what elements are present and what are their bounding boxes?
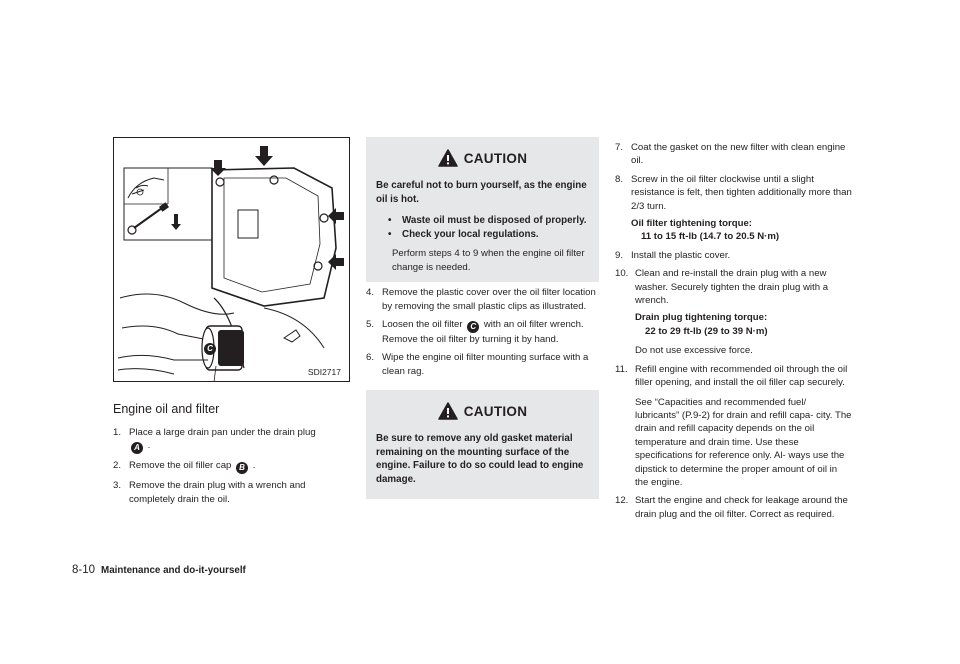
spec-value: 11 to 15 ft-lb (14.7 to 20.5 N·m) xyxy=(641,231,780,243)
step-11: 11. Refill engine with recommended oil through the oil filler opening, and install the oil filler cap securely. See “Capacities and recommended fuel/ lubricants” (P.9-2) for drain and refill capa- city. The drain and refill capacity depends on the oil temperature and drain time. Use these specifications for reference only. Al- ways use the dipstick to determine the proper amount of oil in the engine. xyxy=(615,363,852,488)
step-1: 1. Place a large drain pan under the drain plug A . xyxy=(113,427,316,453)
step-2: 2. Remove the oil filler cap B . xyxy=(113,460,256,473)
column-3 xyxy=(615,141,852,521)
page-footer xyxy=(72,564,246,576)
callout-c-icon: C xyxy=(467,321,479,333)
caution-text: Be careful not to burn yourself, as the engine oil is hot. xyxy=(376,180,587,205)
caution-bullet: • Waste oil must be disposed of properly. xyxy=(388,215,587,227)
spec-label: Oil filter tightening torque: xyxy=(631,218,752,230)
page-number: 8-10 xyxy=(72,564,96,576)
step-6: 6. Wipe the engine oil filter mounting surface with a clean rag. xyxy=(366,352,589,377)
figure-code: SDI2717 xyxy=(307,367,341,377)
step-12: 12. Start the engine and check for leakage around the drain plug and the oil filter. Correct as required. xyxy=(615,495,848,520)
column-2 xyxy=(366,137,599,499)
caution-title: CAUTION xyxy=(463,150,528,166)
step-8: 8. Screw in the oil filter clockwise until a slight resistance is felt, then tighten additionally more than 2/3 turn. Oil filter tightening torque: 11 to 15 ft-lb (14.7 to 20.5 N·m) xyxy=(615,173,852,243)
caution-title: CAUTION xyxy=(463,403,528,419)
column-1 xyxy=(113,426,350,506)
caution-box-2 xyxy=(366,390,599,498)
step-10: 10. Clean and re-install the drain plug with a new washer. Securely tighten the drain plug with a wrench. Drain plug tightening torque: 22 to 29 ft-lb (29 to 39 N·m) Do not use excessive force. xyxy=(615,267,852,357)
callout-c-icon: C xyxy=(204,343,216,355)
engine-drawing xyxy=(114,138,349,381)
step-4: 4. Remove the plastic cover over the oil filter location by removing the small plastic clips as illustrated. xyxy=(366,287,596,312)
step-5: 5. Loosen the oil filter C with an oil filter wrench. Remove the oil filter by turning it by hand. xyxy=(366,319,584,345)
intro-text: Perform steps 4 to 9 when the engine oil filter change is needed. xyxy=(392,248,585,273)
caution-bullet: • Check your local regulations. xyxy=(388,228,539,240)
spec-label: Drain plug tightening torque: xyxy=(635,312,768,324)
callout-a-icon: A xyxy=(131,442,143,454)
chapter-title: Maintenance and do-it-yourself xyxy=(101,565,246,576)
oil-change-illustration xyxy=(113,137,350,382)
step-9: 9. Install the plastic cover. xyxy=(615,249,731,261)
step-3: 3. Remove the drain plug with a wrench and completely drain the oil. xyxy=(113,480,306,505)
warning-icon xyxy=(438,149,458,167)
warning-icon xyxy=(438,402,458,420)
note: Do not use excessive force. xyxy=(635,345,753,357)
callout-b-icon: B xyxy=(236,462,248,474)
caution-text: Be sure to remove any old gasket material remaining on the mounting surface of the engine. Failure to do so could lead to engine damage. xyxy=(376,433,584,485)
note: See “Capacities and recommended fuel/ lubricants” (P.9-2) for drain and refill capa- city. The drain and refill capacity depends on the oil temperature and drain time. Use these specifications for reference only. Al- ways use the dipstick to determine the proper amount of oil in the engine. xyxy=(635,396,852,488)
caution-box-1 xyxy=(366,137,599,282)
step-7: 7. Coat the gasket on the new filter with clean engine oil. xyxy=(615,142,846,167)
spec-value: 22 to 29 ft-lb (29 to 39 N·m) xyxy=(645,325,768,337)
section-title: Engine oil and filter xyxy=(113,402,220,416)
